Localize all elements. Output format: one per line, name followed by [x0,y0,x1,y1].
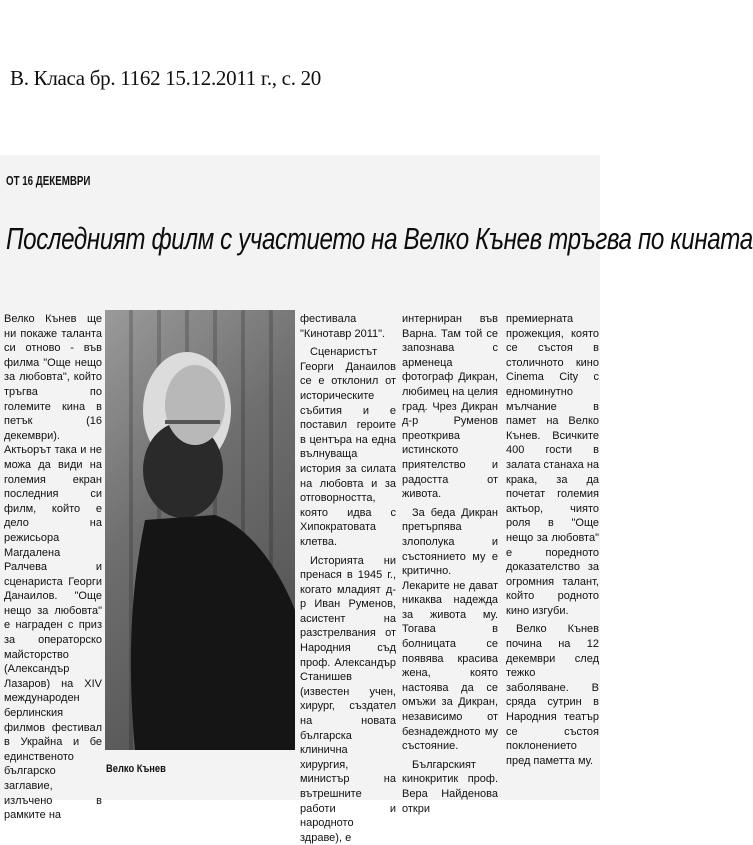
newspaper-clipping [0,155,600,800]
article-column-3 [402,312,498,792]
paragraph: интерниран във Варна. Там той се запознава с арменеца фотограф Дикран, любимец на целия град. Чрез Дикран д-р Руменов преоткрива истинското приятелство и радостта от живота. [402,312,498,502]
paragraph: Велко Кънев ще ни покаже таланта си отново - във филма "Още нещо за любовта", който тръгва по големите кина в петък (16 декември). Актьорът така и не можа да види на големия екран последния си филм, който е дело на режисьора Магдалена Ралчева и сценариста Георги Данаилов. "Още нещо за любовта" е награден с приз за операторско майсторство (Александър Лазаров) на XIV международен берлинския филмов фестивал в Украйна и бе единственото българско заглавие, излъчено в рамките на [4,312,102,823]
paragraph: За беда Дикран претърпява злополука и състоянието му е критично. Лекарите не дават никаква надежда за живота му. Тогава в болницата се появява красива жена, която настоява да се омъжи за Дикран, независимо от безнадеждното му състояние. [402,506,498,754]
article-headline: Последният филм с участието на Велко Кънев тръгва по кината [6,221,753,257]
paragraph: Сценаристът Георги Данаилов се е отклонил от историческите събития и е поставил героите в центъра на една вълнуваща история за силата на любовта и за отговорността, която идва с Хипократовата клетва. [300,345,396,549]
paragraph: фестивала "Кинотавр 2011". [300,312,396,341]
source-line: В. Класа бр. 1162 15.12.2011 г., с. 20 [10,66,321,91]
portrait-photo [105,310,295,750]
portrait-figure [105,310,295,750]
article-column-1 [4,312,102,784]
photo-caption: Велко Кънев [106,763,166,775]
article-column-4 [506,312,599,792]
paragraph: Българският кинокритик проф. Вера Найденова откри [402,758,498,816]
article-column-2 [300,312,396,792]
paragraph: Велко Кънев почина на 12 декември след тежко заболяване. В сряда сутрин в Народния театър се състоя поклонението пред паметта му. [506,622,599,768]
article-kicker: ОТ 16 ДЕКЕМВРИ [6,174,90,188]
paragraph: премиерната прожекция, която се състоя в столичното кино Cinema City с едноминутно мълчание в памет на Велко Кънев. Всичките 400 гости в залата станаха на крака, за да почетат големия актьор, чиято роля в "Още нещо за любовта" е поредното доказателство за огромния талант, който родното кино изгуби. [506,312,599,618]
paragraph: Историята ни пренася в 1945 г., когато младият д-р Иван Руменов, асистент на разстрелвания от Народния съд проф. Александър Станишев (известен учен, хирург, създател на новата българска клинична хирургия, министър на вътрешните работи и народното здраве), е [300,554,396,845]
